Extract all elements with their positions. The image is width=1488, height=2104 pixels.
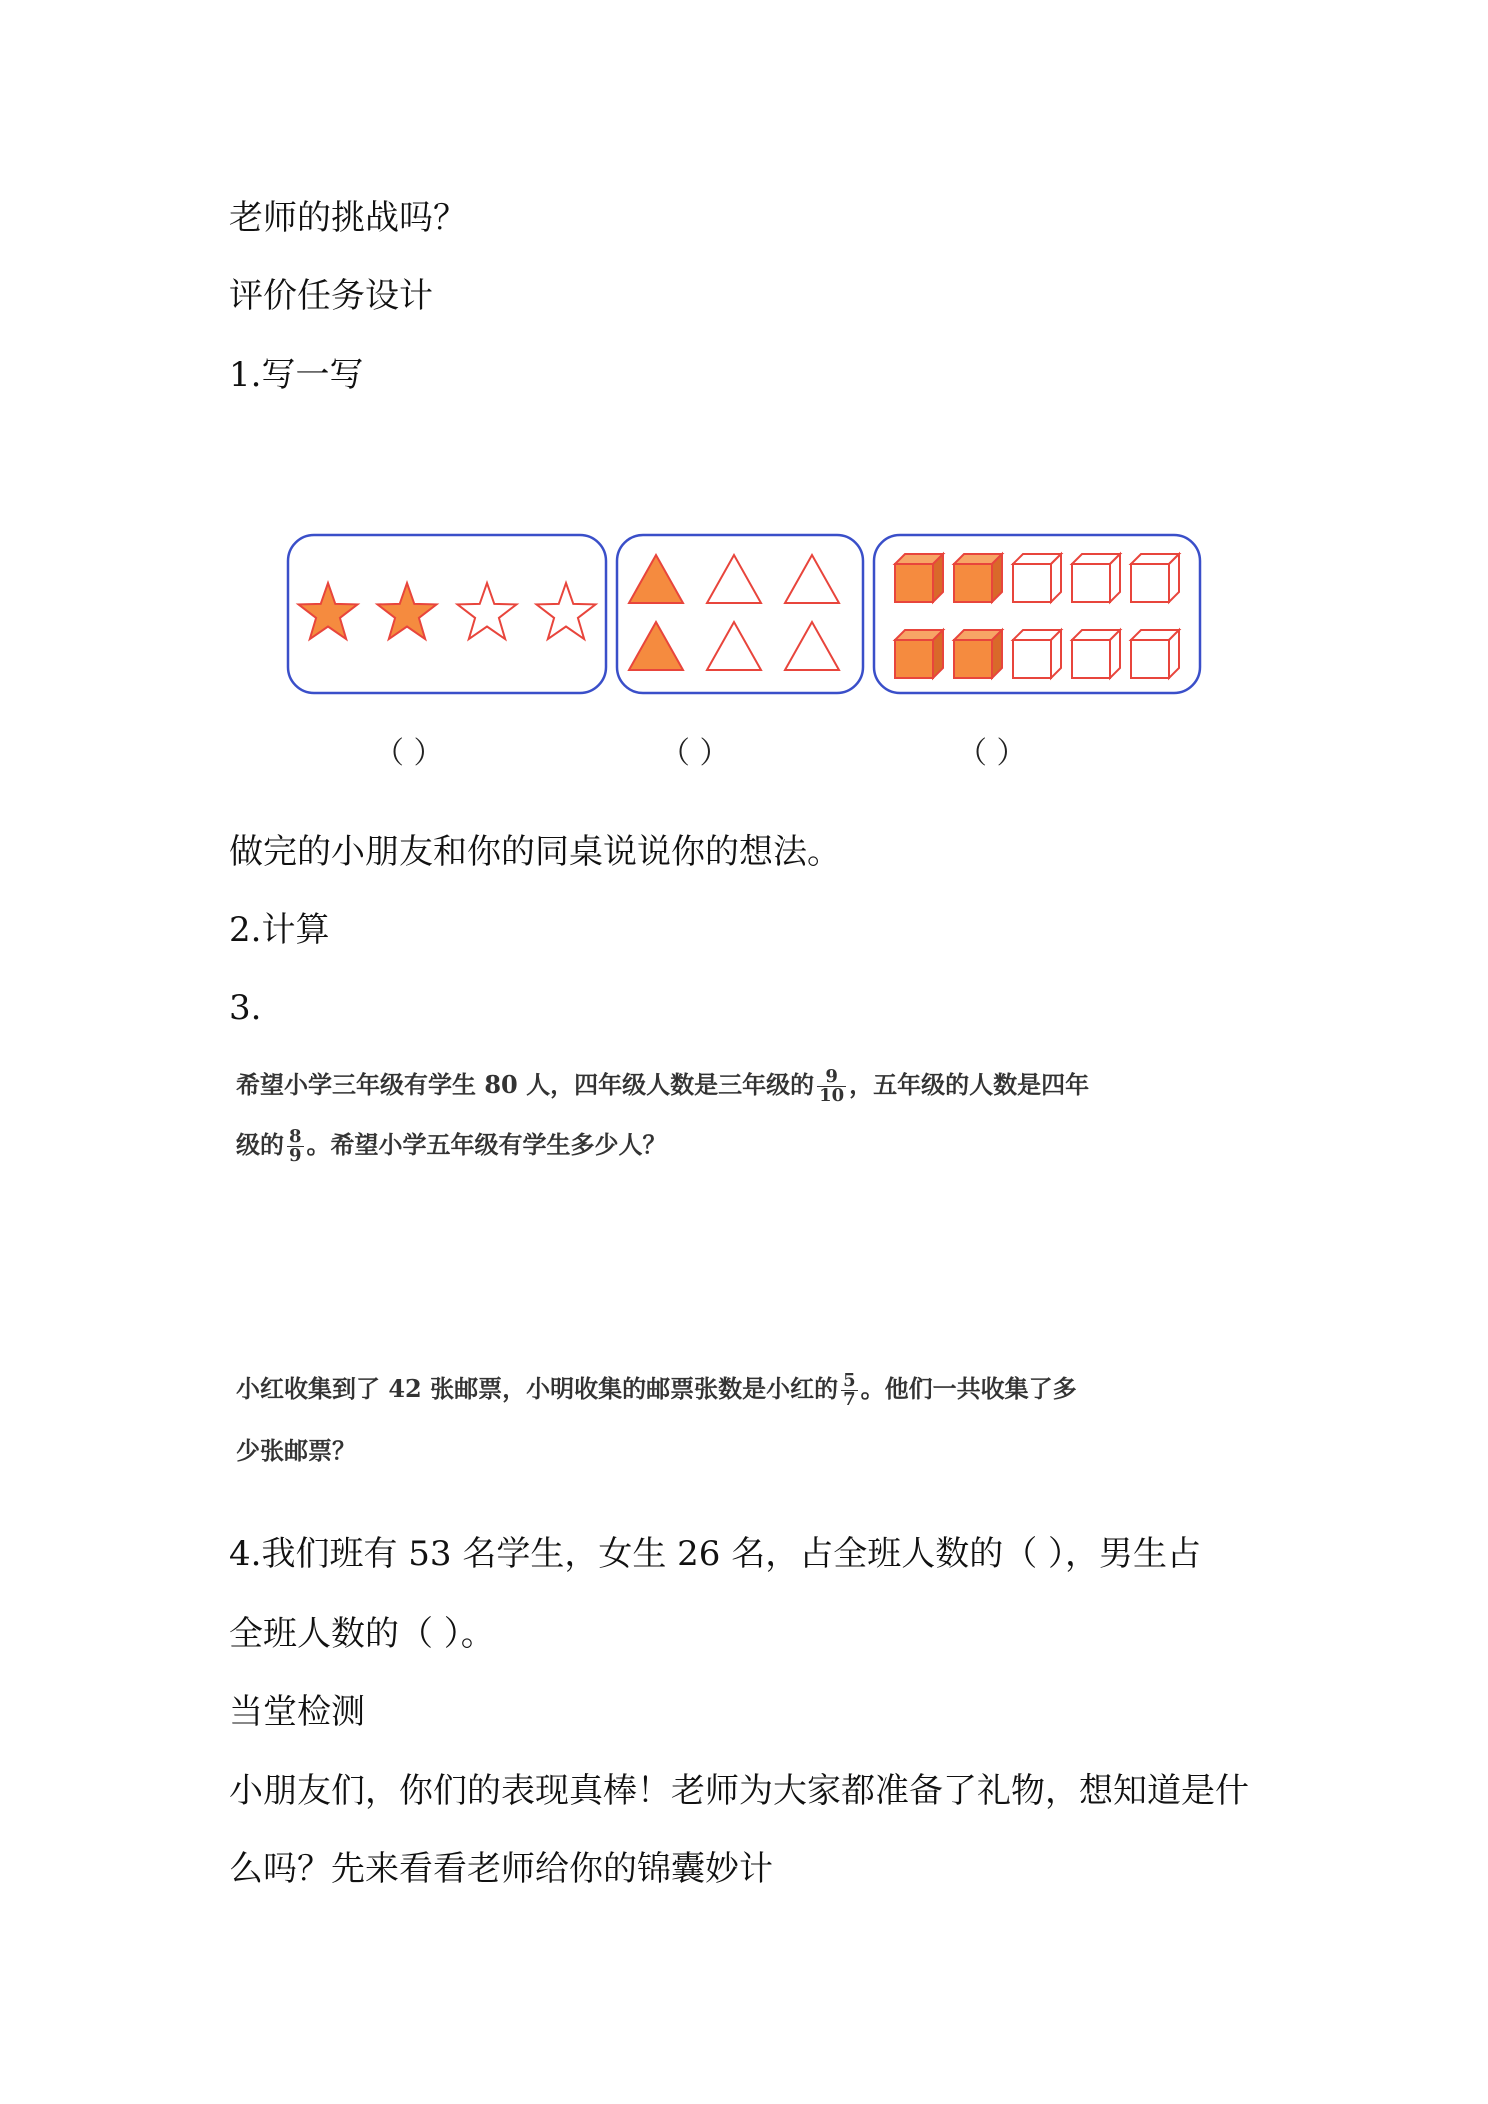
cube-filled <box>895 640 933 678</box>
heading-task-3: 3. <box>229 988 262 1028</box>
triangle-empty <box>707 555 761 603</box>
problem-2-line-1: 小红收集到了 42 张邮票，小明收集的邮票张数是小红的 $\frac{5}{7}$ 。他们一共收集了多 <box>236 1370 1077 1410</box>
cube-filled <box>954 640 992 678</box>
star-filled <box>299 583 358 639</box>
answer-blank-3: （ ） <box>957 736 1027 771</box>
text-line-tips: 么吗？先来看看老师给你的锦囊妙计 <box>229 1849 773 1889</box>
star-empty <box>537 583 596 639</box>
fraction-9-10: $\frac{9}{10}$ <box>819 1066 845 1106</box>
heading-class-test: 当堂检测 <box>229 1692 365 1732</box>
triangle-empty <box>785 622 839 670</box>
heading-task-1: 1.写一写 <box>229 355 364 395</box>
text-line-discuss: 做完的小朋友和你的同桌说说你的想法。 <box>229 832 841 872</box>
cube-empty <box>1072 640 1110 678</box>
triangle-empty <box>785 555 839 603</box>
problem-1-line-1: 希望小学三年级有学生 80 人，四年级人数是三年级的 $\frac{9}{10}$ ，五年级的人数是四年 <box>236 1066 1090 1106</box>
cube-empty <box>1131 564 1169 602</box>
text-line-challenge: 老师的挑战吗？ <box>229 198 467 238</box>
heading-task-2: 2.计算 <box>229 910 330 950</box>
cube-filled-side <box>933 630 943 678</box>
cube-empty-side <box>1110 630 1120 678</box>
problem-2-line-2: 少张邮票？ <box>236 1436 356 1465</box>
task-4-line-1: 4.我们班有 53 名学生，女生 26 名，占全班人数的（ ），男生占 <box>229 1534 1202 1574</box>
task-4-line-2: 全班人数的（ ）。 <box>229 1614 495 1654</box>
cube-empty <box>1131 640 1169 678</box>
star-empty <box>458 583 517 639</box>
cube-empty-side <box>1051 554 1061 602</box>
cube-empty-side <box>1051 630 1061 678</box>
cube-filled-side <box>933 554 943 602</box>
cube-filled <box>895 564 933 602</box>
cube-filled-side <box>992 554 1002 602</box>
heading-evaluation-design: 评价任务设计 <box>229 276 433 316</box>
cube-empty-side <box>1110 554 1120 602</box>
cube-empty-side <box>1169 630 1179 678</box>
cube-empty <box>1072 564 1110 602</box>
fraction-8-9: $\frac{8}{9}$ <box>289 1126 302 1166</box>
star-filled <box>378 583 437 639</box>
answer-blank-1: （ ） <box>374 736 444 771</box>
cube-filled <box>954 564 992 602</box>
triangle-empty <box>707 622 761 670</box>
fraction-5-7: $\frac{5}{7}$ <box>843 1370 856 1410</box>
triangle-filled <box>629 555 683 603</box>
cube-empty <box>1013 640 1051 678</box>
cube-empty <box>1013 564 1051 602</box>
cube-filled-side <box>992 630 1002 678</box>
text-line-praise: 小朋友们，你们的表现真棒！老师为大家都准备了礼物，想知道是什 <box>229 1771 1249 1811</box>
triangle-filled <box>629 622 683 670</box>
problem-1-line-2: 级的 $\frac{8}{9}$ 。希望小学五年级有学生多少人？ <box>236 1126 667 1166</box>
answer-blank-2: （ ） <box>660 736 730 771</box>
cube-empty-side <box>1169 554 1179 602</box>
